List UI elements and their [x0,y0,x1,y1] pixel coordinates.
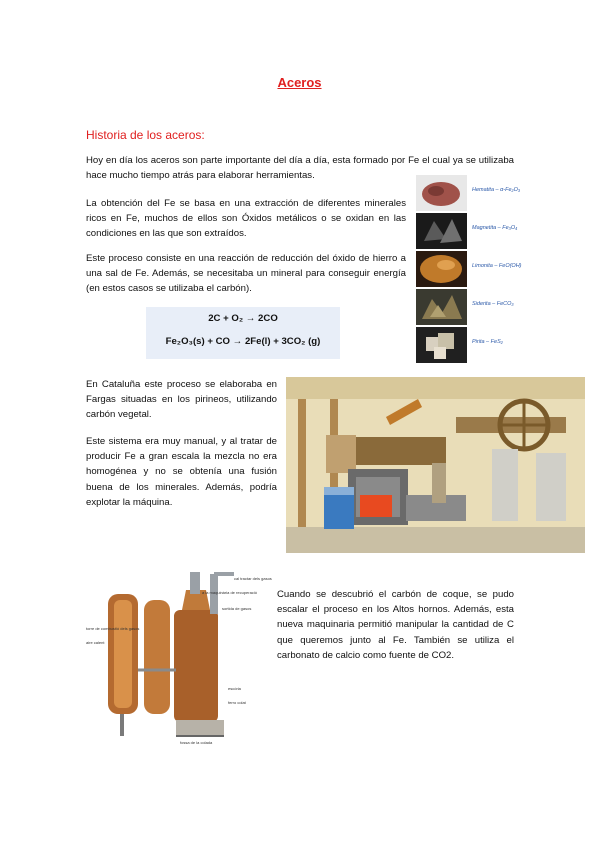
limonite-image [416,251,467,287]
furnace-label: ferro colat [228,700,246,705]
mineral-row [416,327,530,363]
mineral-label: Hematita – α-Fe₂O₃ [472,187,521,193]
mineral-row [416,251,530,287]
furnace-label: torre de combustió dels gasos [86,626,140,631]
paragraph-catalonia: En Cataluña este proceso se elaboraba en Fargas situadas en los pirineos, utilizando carbón vegetal. [86,379,277,421]
mineral-row [416,175,530,211]
paragraph-blast-furnace: Cuando se descubrió el carbón de coque, se pudo escalar el proceso en los Altos hornos. Además, esta nueva maquinaria permitió manipular la cantidad de C que queremos junto al Fe. También se utiliza el carbonato de calcio como fuente de CO2. [277,589,514,661]
page-title: Aceros [277,75,322,90]
furnace-label: cal tractar dels gasos [234,576,272,581]
hematite-image [416,175,467,211]
catalan-forge-illustration [286,377,585,553]
pyrite-image [416,327,467,363]
mineral-row [416,289,530,325]
equation-reduction: Fe₂O₃(s) + CO → 2Fe(l) + 3CO₂ (g) [165,336,321,347]
siderite-image [416,289,467,325]
furnace-label: aire calent [86,640,105,645]
equation-combustion: 2C + O₂ → 2CO [208,313,278,324]
paragraph-reduction: Este proceso consiste en una reacción de reducción del óxido de hierro a una sal de Fe. Además, se necesitaba un mineral para conseguir energía (en estos casos se utilizaba el carbón). [86,253,406,295]
section-heading: Historia de los aceros: [86,128,205,142]
paragraph-manual-system: Este sistema era muy manual, y al tratar de producir Fe a gran escala la mezcla no era homogénea y no se obtenía una fusión buena de los minerales. Además, podría explotar la máquina. [86,436,277,508]
mineral-row [416,213,530,249]
furnace-label: escòria [228,686,241,691]
mineral-label: Siderita – FeCO₃ [472,301,514,307]
furnace-label: a la maquinària de recuperació [202,590,257,595]
blast-furnace-illustration [84,570,272,748]
magnetite-image [416,213,467,249]
furnace-label: sortida de gasos [222,606,252,611]
mineral-label: Pirita – FeS₂ [472,339,503,345]
paragraph-extraction: La obtención del Fe se basa en una extracción de diferentes minerales ricos en Fe, muchos de ellos son Óxidos metálicos o se oxidan en las condiciones en las que son extraídos. [86,198,406,240]
paragraph-intro: Hoy en día los aceros son parte importante del día a día, esta formado por Fe el cual ya se utilizaba hace mucho tiempo atrás para elaborar herramientas. [86,155,514,182]
mineral-label: Limonita – FeO(OH) [472,263,522,269]
furnace-label: fossa de la colada [180,740,213,745]
mineral-label: Magnetita – Fe₃O₄ [472,225,518,231]
equation-box [146,307,340,359]
minerals-figure [416,175,530,365]
